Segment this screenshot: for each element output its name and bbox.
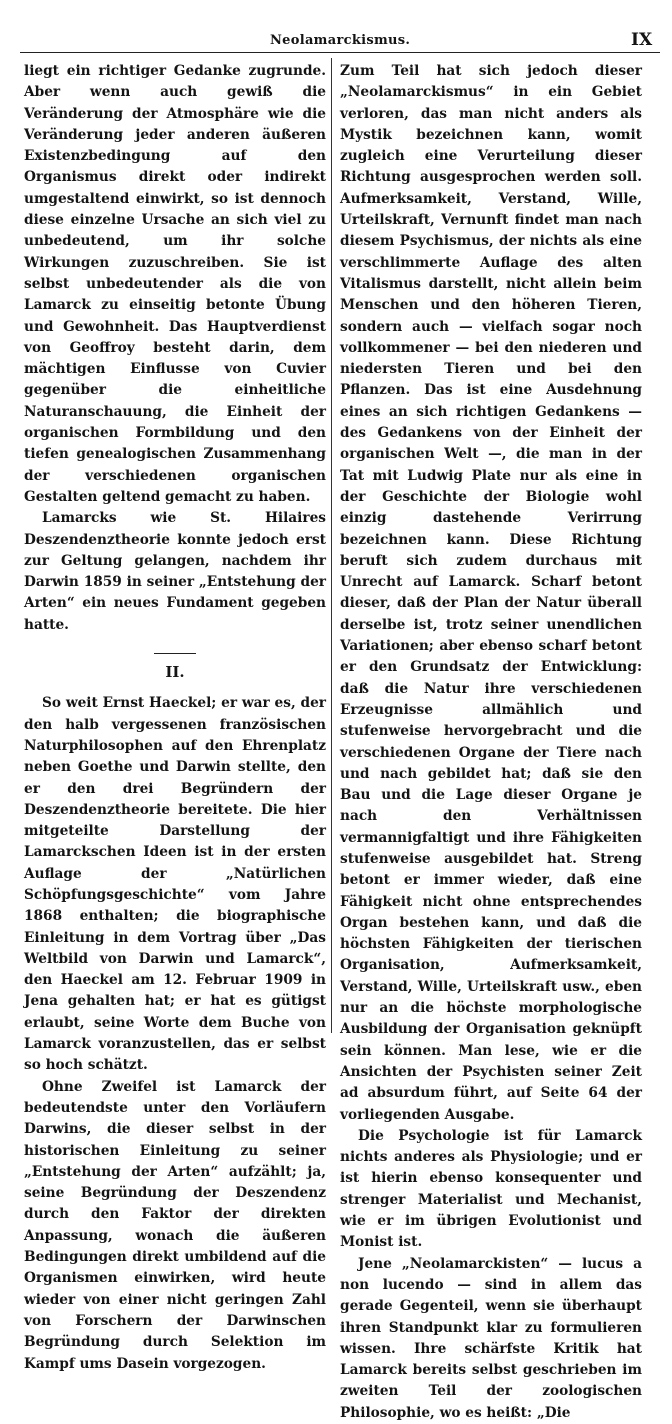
section-heading: II.	[165, 663, 185, 682]
paragraph: Lamarcks wie St. Hilaires Deszendenztheorie konnte jedoch erst zur Geltung gelangen, nachdem ihr Darwin 1859 in seiner „Entstehung der Arten“ ein neues Fundament gegeben hatte.	[24, 510, 326, 633]
left-column	[24, 61, 326, 1375]
page-number: IX	[631, 30, 653, 50]
section-separator	[154, 653, 196, 654]
paragraph: Zum Teil hat sich jedoch dieser „Neolamarckismus“ in ein Gebiet verloren, das man nicht anders als Mystik bezeichnen kann, womit zugleich eine Verurteilung dieser Richtung ausgesprochen werden soll. Aufmerksamkeit, Verstand, Wille, Urteilskraft, Vernunft findet man nach diesem Psychismus, der nichts als eine verschlimmerte Auflage des alten Vitalismus darstellt, nicht allein beim Menschen und den höheren Tieren, sondern auch — vielfach sogar noch vollkommener — bei den niederen und niedersten Tieren und bei den Pflanzen. Das ist eine Ausdehnung eines an sich richtigen Gedankens — des Gedankens von der Einheit der organischen Welt —, die man in der Tat mit Ludwig Plate nur als eine in der Geschichte der Biologie wohl einzig dastehende Verirrung bezeichnen kann. Diese Richtung beruft sich zudem durchaus mit Unrecht auf Lamarck. Scharf betont dieser, daß der Plan der Natur überall derselbe ist, trotz seiner unendlichen Variationen; aber ebenso scharf betont er den Grundsatz der Entwicklung: daß die Natur ihre verschiedenen Erzeugnisse allmählich und stufenweise hervorgebracht und die verschiedenen Organe der Tiere nach und nach gebildet hat; daß sie den Bau und die Lage dieser Organe je nach den Verhältnissen vermannigfaltigt und ihre Fähigkeiten stufenweise ausgebildet hat. Streng betont er immer wieder, daß eine Fähigkeit nicht ohne entsprechendes Organ bestehen kann, und daß die höchsten Fähigkeiten der tierischen Organisation, Aufmerksamkeit, Verstand, Wille, Urteilskraft usw., eben nur an die höchste morphologische Ausbildung der Organisation geknüpft sein können. Man lese, wie er die Ansichten der Psychisten seiner Zeit ad absurdum führt, auf Seite 64 der vorliegenden Ausgabe.	[340, 63, 642, 1123]
paragraph: liegt ein richtiger Gedanke zugrunde. Aber wenn auch gewiß die Veränderung der Atmosphäre wie die Veränderung jeder anderen äußeren Existenzbedingung auf den Organismus direkt oder indirekt umgestaltend einwirkt, so ist dennoch diese einzelne Ursache an sich viel zu unbedeutend, um ihr solche Wirkungen zuzuschreiben. Sie ist selbst unbedeutender als die von Lamarck zu einseitig betonte Übung und Gewohnheit. Das Hauptverdienst von Geoffroy besteht darin, dem mächtigen Einflusse von Cuvier gegenüber die einheitliche Naturanschauung, die Einheit der organischen Formbildung und den tiefen genealogischen Zusammenhang der verschiedenen organischen Gestalten geltend gemacht zu haben.	[24, 63, 326, 505]
right-column	[340, 61, 642, 1424]
paragraph: Jene „Neolamarckisten“ — lucus a non lucendo — sind in allem das gerade Gegenteil, wenn sie überhaupt ihren Standpunkt klar zu formulieren wissen. Ihre schärfste Kritik hat Lamarck bereits selbst geschrieben im zweiten Teil der zoologischen Philosophie, wo es heißt: „Die	[340, 1255, 642, 1421]
header-rule	[20, 52, 660, 53]
page-header	[0, 0, 672, 56]
paragraph: Ohne Zweifel ist Lamarck der bedeutendste unter den Vorläufern Darwins, die dieser selbst in der historischen Einleitung zu seiner „Entstehung der Arten“ aufzählt; ja, seine Begründung der Deszendenz durch den Faktor der direkten Anpassung, wonach die äußeren Bedingungen direkt umbildend auf die Organismen einwirken, wird heute wieder von einer nicht geringen Zahl von Forschern der Darwinschen Begründung durch Selektion im Kampf ums Dasein vorgezogen.	[24, 1078, 326, 1372]
running-title: Neolamarckismus.	[270, 33, 411, 48]
paragraph: So weit Ernst Haeckel; er war es, der den halb vergessenen französischen Naturphilosophen auf den Ehrenplatz neben Goethe und Darwin stellte, den er den drei Begründern der Deszendenztheorie bereitete. Die hier mitgeteilte Darstellung der Lamarckschen Ideen ist in der ersten Auflage der „Natürlichen Schöpfungsgeschichte“ vom Jahre 1868 enthalten; die biographische Einleitung in dem Vortrag über „Das Weltbild von Darwin und Lamarck“, den Haeckel am 12. Februar 1909 in Jena gehalten hat; er hat es gütigst erlaubt, seine Worte dem Buche von Lamarck voranzustellen, das er selbst so hoch schätzt.	[24, 695, 326, 1074]
paragraph: Die Psychologie ist für Lamarck nichts anderes als Physiologie; und er ist hierin ebenso konsequenter und strenger Materialist und Mechanist, wie er im übrigen Evolutionist und Monist ist.	[340, 1127, 642, 1251]
column-divider	[331, 58, 332, 1033]
